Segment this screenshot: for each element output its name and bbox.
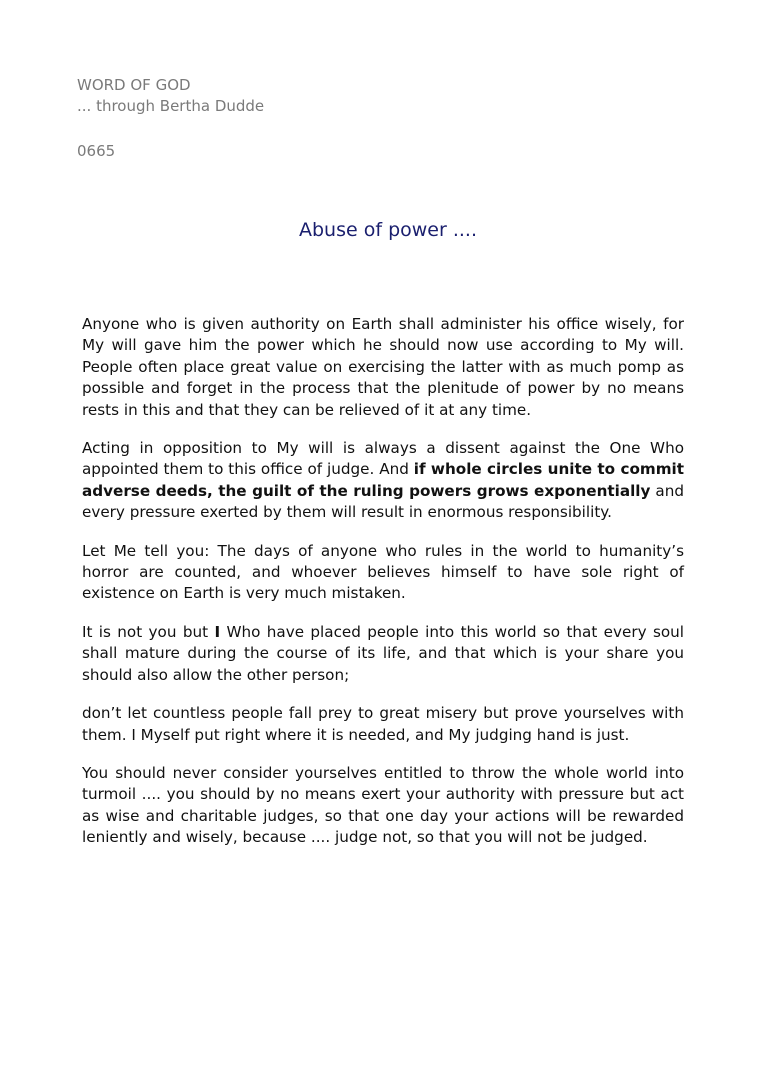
paragraph-text: It is not you but xyxy=(82,622,215,641)
paragraph-text: Who have placed people into this world so that every soul shall mature during the course of its life, and that which is your share you should also allow the other person; xyxy=(82,622,684,684)
paragraph-5: don’t let countless people fall prey to great misery but prove yourselves with them. I Myself put right where it is needed, and My judging hand is just. xyxy=(82,704,684,744)
paragraph-3: Let Me tell you: The days of anyone who rules in the world to humanity’s horror are counted, and whoever believes himself to have sole right of existence on Earth is very much mistaken. xyxy=(82,541,684,603)
paragraph-2 xyxy=(82,438,684,524)
paragraph-1: Anyone who is given authority on Earth shall administer his office wisely, for My will gave him the power which he should now use according to My will. People often place great value on exercising the latter with as much pomp as possible and forget in the process that the plenitude of power by no means rests in this and that they can be relieved of it at any time. xyxy=(82,315,684,419)
series-title: WORD OF GOD xyxy=(77,76,191,94)
emphasis-text: I xyxy=(214,622,221,641)
paragraph-text: Acting in opposition to My will is always a dissent against the One Who appointed them to this office of judge. And xyxy=(82,439,684,479)
document-header xyxy=(77,75,264,117)
page-title: Abuse of power .... xyxy=(298,219,477,241)
paragraph-4 xyxy=(82,622,684,686)
document-number: 0665 xyxy=(77,142,116,160)
paragraph-text: and every pressure exerted by them will result in enormous responsibility. xyxy=(82,481,684,522)
document-body xyxy=(82,314,684,866)
author-line: ... through Bertha Dudde xyxy=(77,97,265,115)
paragraph-6: You should never consider yourselves entitled to throw the whole world into turmoil .... you should by no means exert your authority with pressure but act as wise and charitable judges, so that one day your actions will be rewarded leniently and wisely, because .... judge not, so that you will not be judged. xyxy=(82,763,684,847)
emphasis-text: if whole circles unite to commit adverse deeds, the guilt of the ruling powers grows exponentially xyxy=(82,460,684,500)
